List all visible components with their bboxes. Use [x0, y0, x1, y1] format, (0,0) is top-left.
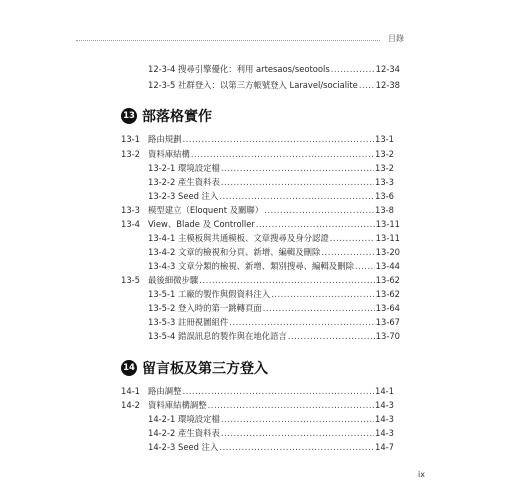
entry-title: 環境設定檔	[178, 163, 220, 173]
dot-leader	[331, 64, 375, 74]
entry-number: 14-2-1	[148, 414, 176, 424]
entry-number: 14-1	[121, 386, 141, 396]
toc-entry	[148, 163, 394, 173]
dot-leader	[359, 80, 375, 90]
dot-leader	[221, 163, 374, 173]
dot-leader	[219, 442, 374, 452]
entry-number: 13-4	[121, 219, 141, 229]
dot-leader	[208, 400, 374, 410]
toc-entry	[148, 303, 400, 313]
entry-number: 13-2-2	[148, 177, 176, 187]
toc-entry	[148, 442, 394, 452]
entry-page: 14-3	[374, 428, 394, 438]
entry-number: 13-2-1	[148, 163, 176, 173]
dot-leader	[183, 386, 374, 396]
entry-number: 13-5-3	[148, 317, 176, 327]
entry-title: 社群登入：以第三方帳號登入 Laravel/socialite	[178, 80, 358, 90]
entry-number: 13-2-3	[148, 191, 176, 201]
toc-entry	[148, 64, 400, 74]
entry-title: 錯誤訊息的製作與在地化語言	[178, 331, 287, 341]
toc-entry	[148, 428, 394, 438]
entry-page: 13-62	[375, 275, 400, 285]
toc-entry	[148, 331, 400, 341]
toc-entry	[148, 80, 400, 90]
toc-entry	[148, 317, 400, 327]
chapter-title: 部落格實作	[142, 109, 212, 125]
chapter-heading	[121, 106, 212, 126]
dot-leader	[355, 261, 375, 271]
dot-leader	[271, 289, 375, 299]
entry-number: 13-2	[121, 149, 141, 159]
toc-entry	[148, 414, 394, 424]
entry-page: 13-2	[374, 149, 394, 159]
dot-leader	[221, 428, 374, 438]
chapter-title: 留言板及第三方登入	[142, 361, 268, 377]
entry-title: 搜尋引擎優化：利用 artesaos/seotools	[178, 64, 330, 74]
entry-title: Seed 注入	[178, 442, 219, 452]
chapter-number-badge: 13	[121, 108, 137, 124]
entry-title: Seed 注入	[178, 191, 219, 201]
dot-leader	[183, 134, 374, 144]
entry-page: 13-20	[375, 247, 400, 257]
dot-leader	[221, 177, 374, 187]
dot-leader	[199, 275, 374, 285]
entry-title: 主模板與共通模板、文章搜尋及身分認證	[178, 233, 329, 243]
toc-entry	[121, 205, 394, 215]
toc-entry	[148, 177, 394, 187]
entry-title: 登入時的第一跳轉頁面	[178, 303, 262, 313]
chapter-heading	[121, 358, 268, 378]
dot-leader	[321, 247, 374, 257]
dot-leader	[263, 303, 375, 313]
entry-number: 12-3-4	[148, 64, 176, 74]
entry-page: 14-7	[374, 442, 394, 452]
dot-leader	[330, 233, 375, 243]
dot-leader	[256, 219, 375, 229]
toc-entry	[121, 386, 394, 396]
entry-page: 14-1	[374, 386, 394, 396]
entry-title: 產生資料表	[178, 428, 220, 438]
dot-leader	[264, 205, 374, 215]
dot-leader	[288, 331, 375, 341]
entry-title: 註冊視圖組件	[178, 317, 229, 327]
toc-entry	[148, 191, 394, 201]
toc-entry	[148, 289, 400, 299]
entry-page: 13-6	[374, 191, 394, 201]
page-number: ix	[418, 470, 425, 479]
entry-page: 13-8	[374, 205, 394, 215]
entry-number: 13-5-2	[148, 303, 176, 313]
entry-page: 13-1	[374, 134, 394, 144]
entry-page: 12-38	[375, 80, 400, 90]
entry-number: 13-4-1	[148, 233, 176, 243]
entry-title: 路由規劃	[148, 134, 182, 144]
entry-page: 13-44	[375, 261, 400, 271]
toc-entry	[121, 275, 400, 285]
dot-leader	[219, 191, 374, 201]
entry-page: 13-3	[374, 177, 394, 187]
entry-number: 13-3	[121, 205, 141, 215]
entry-title: 模型建立（Eloquent 及關聯）	[148, 205, 264, 215]
entry-page: 13-2	[374, 163, 394, 173]
entry-title: 文章的檢視和分頁、新增、編輯及刪除	[178, 247, 321, 257]
toc-entry	[121, 149, 394, 159]
chapter-number-badge: 14	[121, 360, 137, 376]
toc-entry	[148, 247, 400, 257]
dot-leader	[191, 149, 374, 159]
entry-title: 最後細微步驟	[148, 275, 199, 285]
entry-title: 路由調整	[148, 386, 182, 396]
entry-page: 14-3	[374, 414, 394, 424]
toc-entry	[148, 233, 400, 243]
entry-page: 13-11	[375, 219, 400, 229]
entry-page: 12-34	[375, 64, 400, 74]
entry-number: 14-2-2	[148, 428, 176, 438]
entry-number: 14-2-3	[148, 442, 176, 452]
entry-number: 13-4-3	[148, 261, 176, 271]
header-rule	[76, 40, 380, 41]
entry-number: 13-4-2	[148, 247, 176, 257]
entry-number: 14-2	[121, 400, 141, 410]
entry-number: 13-1	[121, 134, 141, 144]
running-header: 目錄	[388, 34, 404, 43]
entry-title: 文章分類的檢視、新增、類別搜尋、編輯及刪除	[178, 261, 354, 271]
entry-title: 資料庫結構	[148, 149, 190, 159]
entry-title: 環境設定檔	[178, 414, 220, 424]
toc-entry	[121, 219, 400, 229]
entry-page: 13-70	[375, 331, 400, 341]
entry-title: 資料庫結構調整	[148, 400, 207, 410]
dot-leader	[221, 414, 374, 424]
toc-entry	[121, 134, 394, 144]
entry-number: 13-5-4	[148, 331, 176, 341]
entry-title: 工廠的製作與假資料注入	[178, 289, 271, 299]
entry-page: 13-67	[375, 317, 400, 327]
toc-entry	[121, 400, 394, 410]
entry-number: 13-5	[121, 275, 141, 285]
entry-number: 12-3-5	[148, 80, 176, 90]
entry-page: 14-3	[374, 400, 394, 410]
entry-number: 13-5-1	[148, 289, 176, 299]
entry-title: View、Blade 及 Controller	[148, 219, 255, 229]
entry-page: 13-11	[375, 233, 400, 243]
dot-leader	[229, 317, 374, 327]
entry-page: 13-64	[375, 303, 400, 313]
entry-title: 產生資料表	[178, 177, 220, 187]
entry-page: 13-62	[375, 289, 400, 299]
toc-entry	[148, 261, 400, 271]
